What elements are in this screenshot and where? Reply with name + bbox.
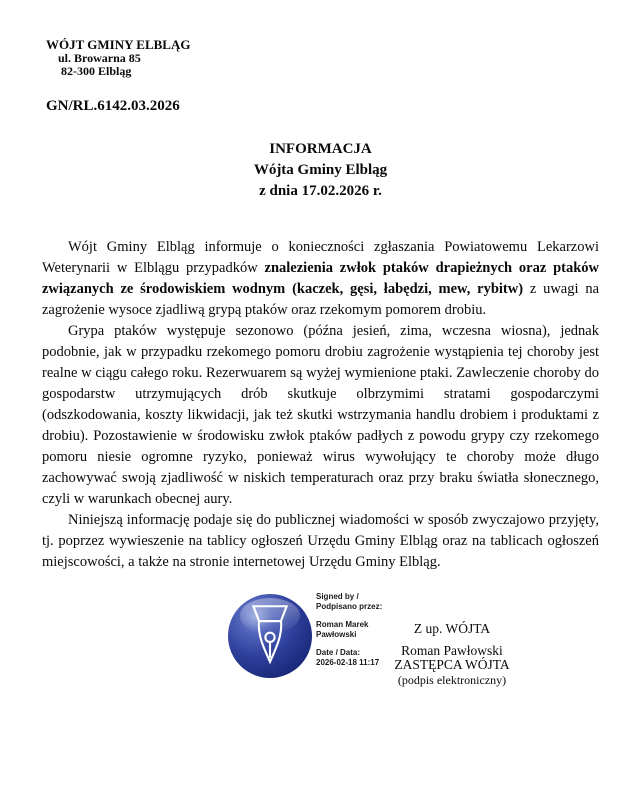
signature-electronic-note: (podpis elektroniczny) — [397, 672, 507, 687]
sender-address-line1: ul. Browarna 85 — [58, 50, 141, 65]
signature-position: ZASTĘPCA WÓJTA — [394, 657, 510, 672]
document-title-line2: Wójta Gminy Elbląg — [253, 162, 388, 178]
document-body — [42, 237, 599, 573]
document-title-line1: INFORMACJA — [269, 141, 372, 157]
body-paragraph-3: Niniejszą informację podaje się do publicznej wiadomości w sposób zwyczajowo przyjęty, tj. poprzez wywieszenie na tablicy ogłoszeń Urzędu Gminy Elbląg oraz na tablicach ogłoszeń miejscowości, a także na stronie internetowej Urzędu Gminy Elbląg. — [42, 512, 599, 570]
sender-address-line2: 82-300 Elbląg — [61, 64, 132, 78]
signature-authorization: Z up. WÓJTA — [413, 621, 491, 636]
paragraph1-bold-span: znalezienia zwłok ptaków drapieżnych oraz ptaków związanych ze środowiskiem wodnym (kaczek, gęsi, łabędzi, mew, rybitw) — [42, 260, 599, 297]
signed-by-label-en: Signed by / — [316, 592, 359, 601]
signed-by-label-pl: Podpisano przez: — [316, 601, 383, 611]
sender-block — [46, 38, 190, 79]
body-paragraph-2: Grypa ptaków występuje sezonowo (późna jesień, zima, wczesna wiosna), jednak podobnie, jak w przypadku rzekomego pomoru drobiu zagrożenie wystąpienia tej choroby jest realne w ciągu całego roku. Rezerwuarem są wyżej wymienione ptaki. Zawleczenie choroby do gospodarstw utrzymujących drób skutkuje olbrzymimi stratami gospodarczymi (odszkodowania, koszty likwidacji, jak też skutki wstrzymania handlu drobiem i produktami z drobiu). Pozostawienie w środowisku zwłok ptaków padłych z powodu grypy czy rzekomego pomoru niesie ogromne ryzyko, ponieważ wirus wywołujący te choroby może długo zachowywać swoją zjadliwość w niskich temperaturach oraz przy braku światła słonecznego, czyli w warunkach obecnej aury. — [42, 323, 599, 507]
sender-name: WÓJT GMINY ELBLĄG — [46, 37, 191, 52]
signed-by-label-group — [316, 592, 382, 611]
paragraph1-regular-end: z uwagi na zagrożenie wysoce zjadliwą grypą ptaków oraz rzekomym pomorem drobiu. — [42, 281, 600, 318]
signature-name: Roman Pawłowski — [401, 642, 503, 658]
signer-name-line1: Roman Marek — [316, 620, 369, 629]
document-title — [42, 139, 599, 202]
reference-number: GN/RL.6142.03.2026 — [46, 98, 180, 114]
paragraph1-regular-start: Wójt Gminy Elbląg informuje o konieczności zgłaszania Powiatowemu Lekarzowi Weterynarii w Elblągu przypadków — [42, 239, 599, 276]
electronic-signature-stamp — [228, 592, 382, 678]
signature-block — [372, 622, 532, 687]
body-paragraph-1 — [42, 237, 599, 321]
pen-nib-seal-icon — [228, 594, 312, 678]
document-title-line3: z dnia 17.02.2026 r. — [259, 183, 382, 199]
signer-name-line2: Pawłowski — [316, 629, 357, 639]
date-value: 2026-02-18 11:17 — [316, 657, 380, 667]
date-label: Date / Data: — [316, 648, 361, 657]
